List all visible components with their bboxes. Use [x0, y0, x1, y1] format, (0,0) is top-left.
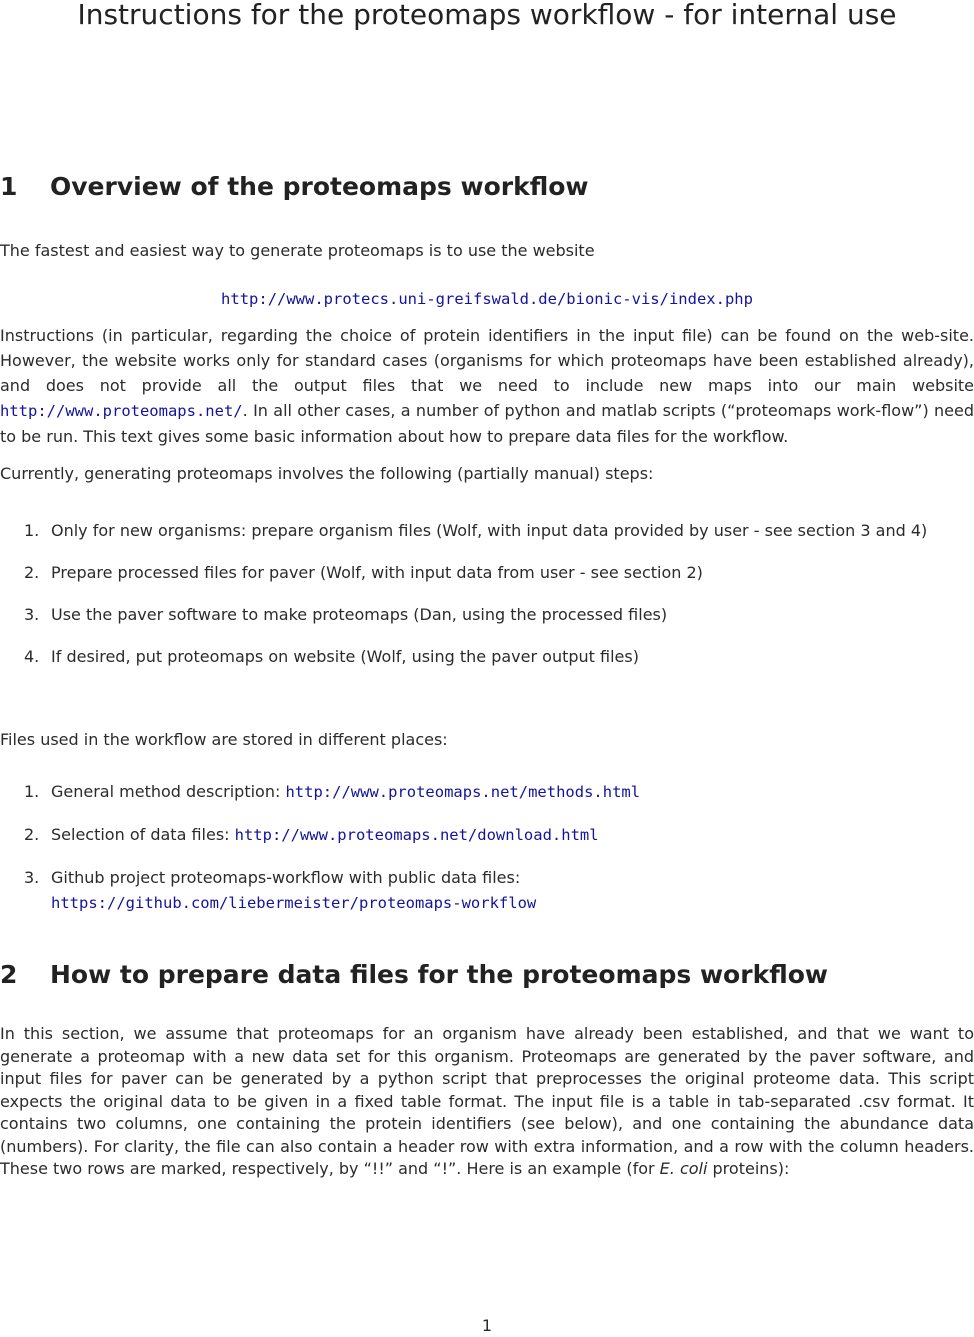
section-2-number: 2 — [0, 960, 18, 989]
page-number: 1 — [481, 1316, 493, 1335]
section-2-title: How to prepare data files for the proteomaps workflow — [50, 960, 828, 989]
list-item — [0, 560, 974, 585]
list-item-text: Prepare processed files for paver (Wolf, with input data from user - see section 2) — [51, 563, 703, 582]
document-title: Instructions for the proteomaps workflow - for internal use — [77, 0, 897, 31]
methods-link[interactable]: http://www.proteomaps.net/methods.html — [285, 783, 641, 801]
list-item-text: Use the paver software to make proteomaps (Dan, using the processed files) — [51, 605, 668, 624]
section-2-paragraph-end: proteins): — [707, 1159, 790, 1178]
section-1-title: Overview of the proteomaps workflow — [50, 172, 589, 201]
list-item — [0, 518, 974, 543]
list-number: 1. — [24, 782, 40, 801]
section-1-paragraph — [0, 323, 974, 449]
list-number: 3. — [24, 868, 40, 887]
website-url-block — [0, 289, 974, 308]
list-number: 2. — [24, 825, 40, 844]
section-1-heading — [0, 172, 589, 201]
steps-list — [0, 518, 974, 669]
list-item — [0, 822, 974, 848]
steps-intro: Currently, generating proteomaps involves the following (partially manual) steps: — [0, 464, 654, 483]
paragraph-part-1: Instructions (in particular, regarding the choice of protein identifiers in the input file) can be found on the web-site. However, the website works only for standard cases (organisms for which proteomaps have been established already), and does not provide all the output files that we need to include new maps into our main website — [0, 326, 974, 395]
list-item — [0, 865, 974, 916]
github-link[interactable]: https://github.com/liebermeister/proteomaps-workflow — [51, 894, 537, 912]
species-name: E. coli — [659, 1159, 708, 1178]
list-item-label: Selection of data files: — [51, 825, 235, 844]
paragraph-part-2: . In all other cases, a number of python and matlab scripts (“proteomaps work-flow”) need to be run. This text gives some basic information about how to prepare data files for the workflow. — [0, 401, 974, 446]
list-item-text: Only for new organisms: prepare organism files (Wolf, with input data provided by user - see section 3 and 4) — [51, 521, 928, 540]
list-item — [0, 602, 974, 627]
list-item-label: Github project proteomaps-workflow with public data files: — [51, 868, 521, 887]
list-number: 1. — [24, 521, 40, 540]
download-link[interactable]: http://www.proteomaps.net/download.html — [234, 826, 599, 844]
list-item — [0, 779, 974, 805]
list-number: 2. — [24, 563, 40, 582]
list-number: 3. — [24, 605, 40, 624]
section-2-paragraph-main: In this section, we assume that proteomaps for an organism have already been established, and that we want to generate a proteomap with a new data set for this organism. Proteomaps are generated by the paver software, and input files for paver can be generated by a python script that preprocesses the original proteome data. This script expects the original data to be given in a fixed table format. The input file is a table in tab-separated .csv format. It contains two columns, one containing the protein identifiers (see below), and one containing the abundance data (numbers). For clarity, the file can also contain a header row with extra information, and a row with the column headers. These two rows are marked, respectively, by “!!” and “!”. Here is an example (for — [0, 1024, 974, 1178]
list-item — [0, 644, 974, 669]
files-list — [0, 779, 974, 916]
files-intro: Files used in the workflow are stored in different places: — [0, 730, 448, 749]
main-website-link[interactable]: http://www.proteomaps.net/ — [0, 402, 243, 420]
list-item-label: General method description: — [51, 782, 286, 801]
list-item-text: If desired, put proteomaps on website (Wolf, using the paver output files) — [51, 647, 639, 666]
list-number: 4. — [24, 647, 40, 666]
section-2-paragraph — [0, 1023, 974, 1181]
section-1-number: 1 — [0, 172, 18, 201]
section-2-heading — [0, 960, 828, 989]
section-1-intro: The fastest and easiest way to generate proteomaps is to use the website — [0, 241, 595, 260]
website-link[interactable]: http://www.protecs.uni-greifswald.de/bionic-vis/index.php — [221, 290, 753, 308]
